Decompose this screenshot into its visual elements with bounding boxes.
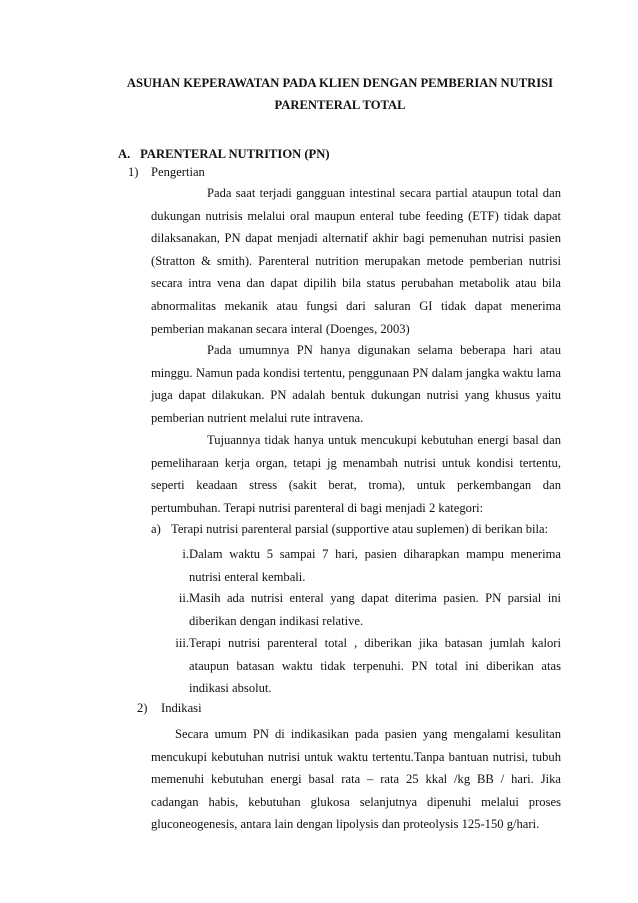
roman-item-ii-text: Masih ada nutrisi enteral yang dapat diterima pasien. PN parsial ini diberikan dengan indikasi relative. bbox=[189, 591, 561, 628]
paragraph-pengertian-3-text: Tujuannya tidak hanya untuk mencukupi kebutuhan energi basal dan pemeliharaan kerja organ, tetapi jg menambah nutrisi untuk kondisi tertentu, seperti keadaan stress (sakit berat, troma), untuk perkembangan dan pertumbuhan. Terapi nutrisi parenteral di bagi menjadi 2 kategori: bbox=[151, 433, 561, 515]
roman-item-i-number: i. bbox=[182, 547, 189, 561]
subsection-2-title: Indikasi bbox=[161, 701, 202, 715]
paragraph-pengertian-2-text: Pada umumnya PN hanya digunakan selama beberapa hari atau minggu. Namun pada kondisi tertentu, penggunaan PN dalam jangka waktu lama juga dapat dilakukan. PN adalah bentuk dukungan nutrisi yang khusus yaitu pemberian nutrient melalui rute intravena. bbox=[151, 343, 561, 425]
roman-item-iii-text: Terapi nutrisi parenteral total , diberikan jika batasan jumlah kalori ataupun batasan waktu tidak terpenuhi. PN total ini diberikan atas indikasi absolut. bbox=[189, 636, 561, 696]
document-title-line-2: PARENTERAL TOTAL bbox=[274, 98, 406, 112]
subsection-1-number: 1) bbox=[128, 165, 139, 179]
section-title: PARENTERAL NUTRITION (PN) bbox=[140, 147, 330, 161]
roman-item-ii bbox=[160, 587, 561, 632]
paragraph-pengertian-2 bbox=[151, 339, 561, 429]
paragraph-indikasi-1-text: Secara umum PN di indikasikan pada pasien yang mengalami kesulitan mencukupi kebutuhan nutrisi untuk waktu tertentu.Tanpa bantuan nutrisi, tubuh memenuhi kebutuhan energi basal rata – rata 25 kkal /kg BB / hari. Jika cadangan habis, kebutuhan glukosa selanjutnya dipenuhi melalui proses gluconeogenesis, antara lain dengan lipolysis dan proteolysis 125-150 g/hari. bbox=[151, 727, 561, 832]
paragraph-pengertian-1-text: Pada saat terjadi gangguan intestinal secara partial ataupun total dan dukungan nutrisis melalui oral maupun enteral tube feeding (ETF) tidak dapat dilaksanakan, PN dapat menjadi alternatif akhir bagi pemenuhan nutrisi pasien (Stratton & smith). Parenteral nutrition merupakan metode pemberian nutrisi secara intra vena dan dapat dipilih bila status perubahan metabolik atau bila abnormalitas mekanik atau fungsi dari saluran GI tidak dapat menerima pemberian makanan secara interal (Doenges, 2003) bbox=[151, 186, 561, 336]
section-label: A. bbox=[118, 147, 131, 161]
subsection-2-heading bbox=[137, 700, 202, 716]
list-item-a bbox=[151, 521, 548, 537]
list-item-a-text: Terapi nutrisi parenteral parsial (supportive atau suplemen) di berikan bila: bbox=[171, 522, 549, 536]
paragraph-indikasi-1 bbox=[151, 723, 561, 836]
roman-item-i-text: Dalam waktu 5 sampai 7 hari, pasien diharapkan mampu menerima nutrisi enteral kembali. bbox=[189, 547, 561, 584]
subsection-1-heading bbox=[128, 164, 205, 180]
roman-item-iii bbox=[160, 632, 561, 700]
subsection-1-title: Pengertian bbox=[151, 165, 205, 179]
paragraph-pengertian-1 bbox=[151, 182, 561, 340]
paragraph-pengertian-3 bbox=[151, 429, 561, 519]
roman-item-i bbox=[160, 543, 561, 588]
roman-item-ii-number: ii. bbox=[178, 591, 189, 605]
list-item-a-label: a) bbox=[151, 522, 161, 536]
section-heading bbox=[118, 146, 330, 162]
document-title-line-1: ASUHAN KEPERAWATAN PADA KLIEN DENGAN PEMBERIAN NUTRISI bbox=[126, 76, 554, 90]
subsection-2-number: 2) bbox=[137, 701, 148, 715]
roman-item-iii-number: iii. bbox=[175, 636, 189, 650]
